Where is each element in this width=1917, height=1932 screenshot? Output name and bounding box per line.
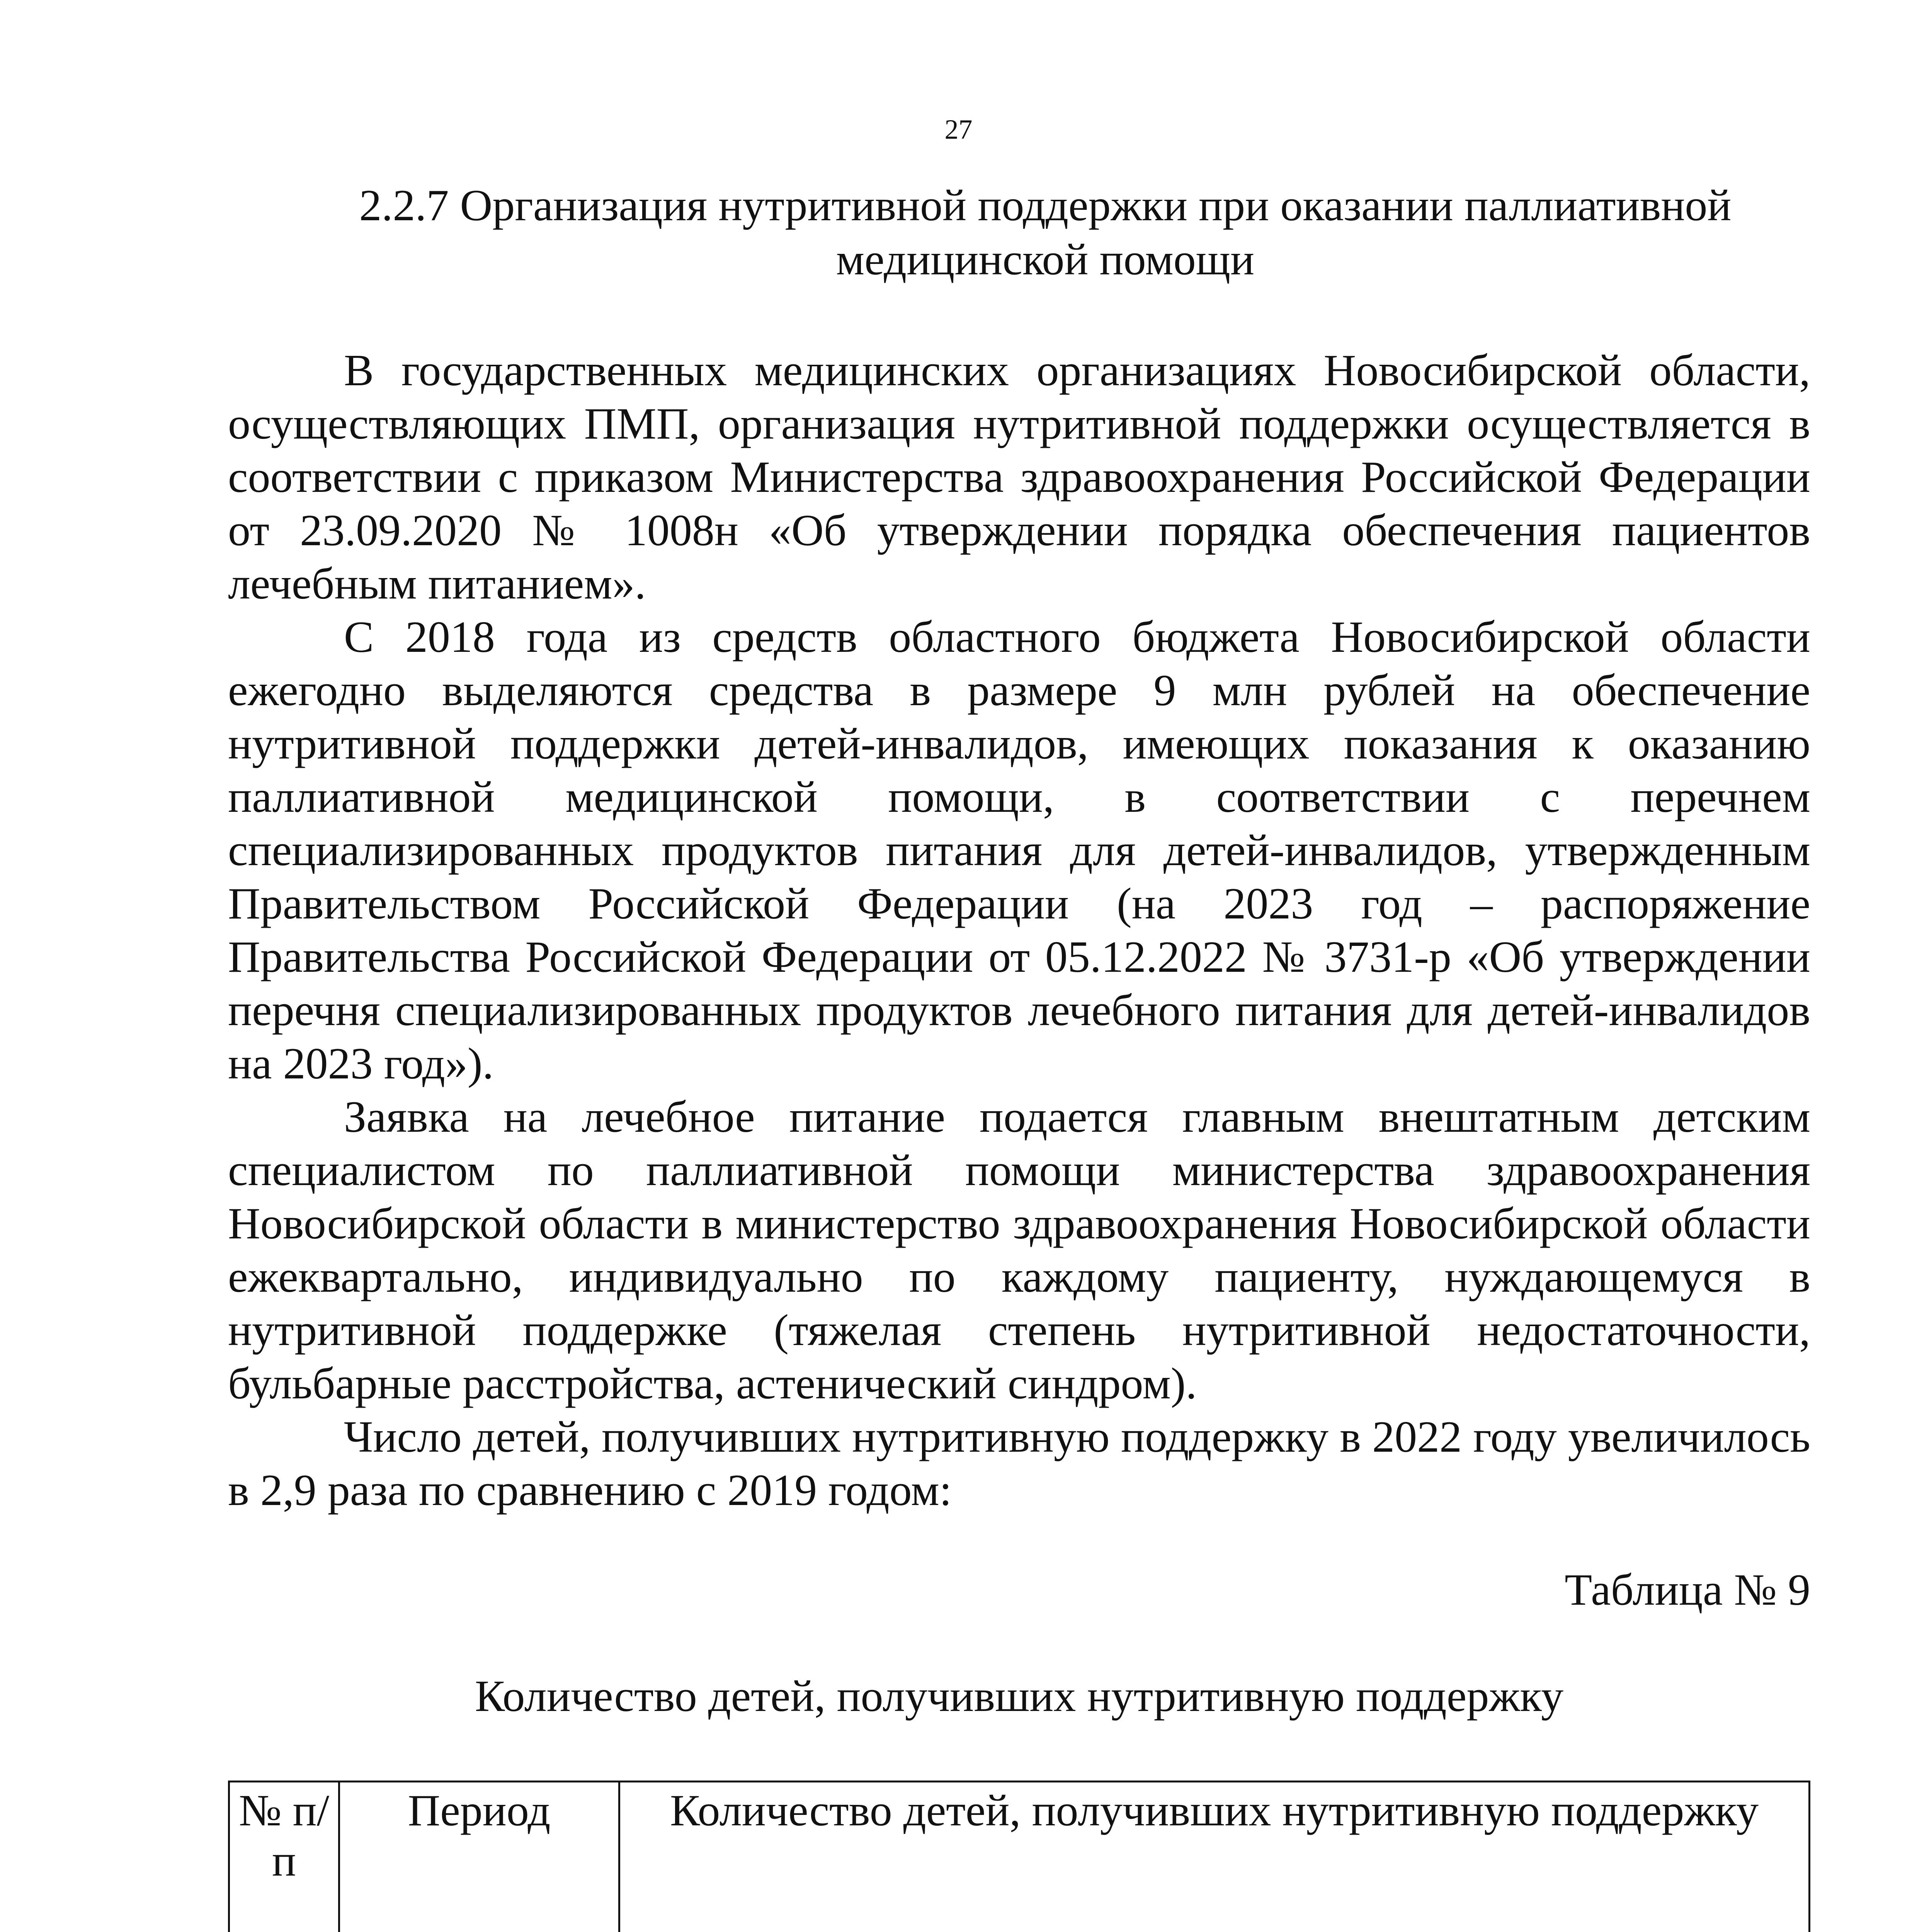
- header-count: Количество детей, получивших нутритивную поддержку: [619, 1782, 1810, 1932]
- page-number: 27: [944, 114, 973, 145]
- paragraph: В государственных медицинских организациях Новосибирской области, осуществляющих ПМП, организация нутритивной поддержки осуществляется в соответствии с приказом Министерства здравоохранения Российской Федерации от 23.09.2020 № 1008н «Об утверждении порядка обеспечения пациентов лечебным питанием».: [228, 346, 1810, 609]
- paragraph: Число детей, получивших нутритивную поддержку в 2022 году увеличилось в 2,9 раза по сравнению с 2019 годом:: [228, 1412, 1810, 1515]
- children-nutrition-table: [228, 1781, 1810, 1932]
- paragraph: С 2018 года из средств областного бюджета Новосибирской области ежегодно выделяются средства в размере 9 млн рублей на обеспечение нутритивной поддержки детей-инвалидов, имеющих показания к оказанию паллиативной медицинской помощи, в соответствии с перечнем специализированных продуктов питания для детей-инвалидов, утвержденным Правительством Российской Федерации (на 2023 год – распоряжение Правительства Российской Федерации от 05.12.2022 № 3731-р «Об утверждении перечня специализированных продуктов лечебного питания для детей-инвалидов на 2023 год»).: [228, 612, 1810, 1088]
- body-text-before-table: [228, 344, 1810, 1517]
- header-period: Период: [339, 1782, 619, 1932]
- header-num: № п/п: [229, 1782, 339, 1932]
- paragraph: Заявка на лечебное питание подается главным внештатным детским специалистом по паллиативной помощи министерства здравоохранения Новосибирской области в министерство здравоохранения Новосибирской области ежеквартально, индивидуально по каждому пациенту, нуждающемуся в нутритивной поддержке (тяжелая степень нутритивной недостаточности, бульбарные расстройства, астенический синдром).: [228, 1092, 1810, 1408]
- table-caption: Количество детей, получивших нутритивную поддержку: [475, 1672, 1564, 1721]
- section-heading: 2.2.7 Организация нутритивной поддержки при оказании паллиативной медицинской помощи: [359, 181, 1732, 284]
- table-number-label: Таблица № 9: [1565, 1565, 1810, 1615]
- table-header-row: [229, 1782, 1810, 1932]
